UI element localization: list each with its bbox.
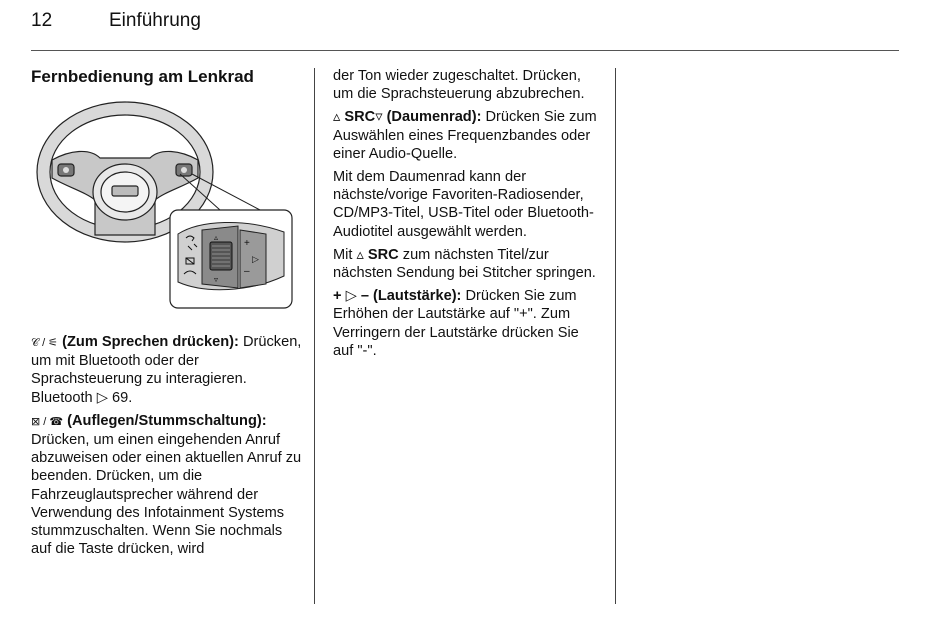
- voice-phone-icon: 𝒞 / ⚟: [31, 337, 59, 349]
- section-title: Fernbedienung am Lenkrad: [31, 67, 254, 86]
- hangup-mute-icon: ⊠ / ☎: [31, 415, 64, 428]
- term-thumbwheel: ▵ SRC▿ (Daumenrad):: [333, 109, 482, 126]
- description-volume: Drücken Sie zum Erhöhen der Lautstärke auf "+". Zum Verringern der Lautstärke drücken Sie auf "-".: [333, 288, 579, 359]
- term-hangup-button: (Auflegen/Stummschaltung):: [67, 412, 267, 429]
- paragraph-voice-button: [31, 333, 303, 407]
- term-volume: + ▷ – (Lautstärke):: [333, 288, 462, 305]
- controls-inset: [170, 210, 292, 308]
- volume-minus-label: –: [244, 266, 250, 277]
- paragraph-volume: [333, 287, 601, 360]
- header-rule: [31, 50, 899, 51]
- column-middle: [333, 67, 601, 365]
- column-divider-right: [615, 68, 616, 604]
- column-divider-left: [314, 68, 315, 604]
- description-voice-button: Drücken, um mit Bluetooth oder der Sprachsteuerung zu interagieren. Bluetooth: [31, 334, 302, 406]
- next-arrow-label: ▷: [252, 254, 259, 264]
- cross-reference-page: 69.: [107, 389, 133, 406]
- page-number: 12: [31, 10, 53, 31]
- paragraph-thumbwheel-select: Mit dem Daumenrad kann der nächste/vorige Favoriten-Radiosender, CD/MP3-Titel, USB-Titel oder Bluetooth-Audiotitel ausgewählt werden.: [333, 169, 594, 240]
- chapter-title: Einführung: [109, 10, 201, 31]
- description-thumbwheel: Drücken Sie zum Auswählen eines Frequenzbandes oder einer Audio-Quelle.: [333, 109, 597, 162]
- term-voice-button: (Zum Sprechen drücken):: [62, 334, 239, 350]
- cross-reference-arrow-icon: ▷: [96, 389, 108, 406]
- paragraph-continued: der Ton wieder zugeschaltet. Drücken, um die Sprachsteuerung abzubrechen.: [333, 68, 585, 103]
- description-src-next: zum nächsten Titel/zur nächsten Sendung bei Stitcher springen.: [333, 246, 596, 282]
- column-left: [31, 333, 303, 563]
- paragraph-thumbwheel: [333, 108, 601, 163]
- down-arrow-label: ▿: [214, 275, 219, 284]
- paragraph-hangup-button: [31, 412, 303, 559]
- description-hangup-button: Drücken, um einen eingehenden Anruf abzuweisen oder einen aktuellen Anruf zu beenden. Drücken, um die Fahrzeuglautsprecher während der Verwendung des Infotainment Systems stummzuschalten. Wenn Sie nochmals auf die Taste drücken, wird: [31, 432, 302, 558]
- up-arrow-label: ▵: [214, 233, 219, 242]
- src-next-prefix: Mit: [333, 246, 357, 263]
- paragraph-src-next: [333, 246, 601, 282]
- volume-plus-label: +: [244, 238, 250, 249]
- term-src: ▵ SRC: [356, 246, 399, 263]
- steering-wheel-illustration: [30, 100, 294, 312]
